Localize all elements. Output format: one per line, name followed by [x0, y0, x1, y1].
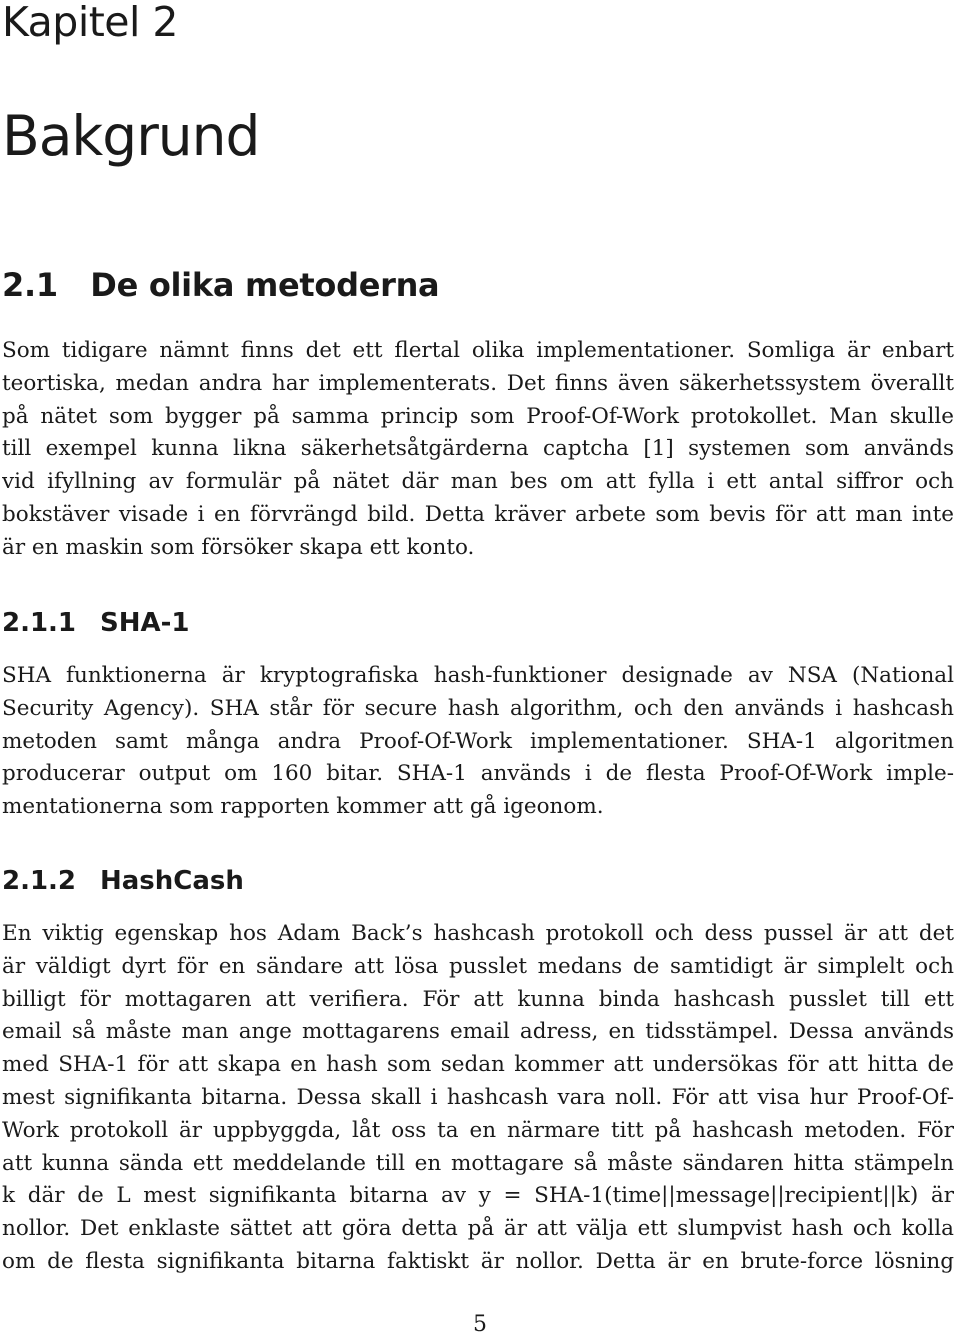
text-line: En viktig egenskap hos Adam Back’s hashcash protokoll och dess pussel är att det: [2, 921, 954, 946]
section-heading: 2.1 De olika metoderna: [2, 266, 440, 304]
text-line: Work protokoll är uppbyggda, låt oss ta en närmare titt på hashcash metoden. För: [2, 1117, 954, 1143]
text-line: om de flesta signifikanta bitarna faktiskt är nollor. Detta är en brute-force lösning: [2, 1248, 954, 1274]
text-line: nollor. Det enklaste sättet att göra detta på är att välja ett slumpvist hash och kolla: [2, 1216, 954, 1242]
text-line: SHA funktionerna är kryptografiska hash-funktioner designade av NSA (National: [2, 663, 954, 688]
subsection-title: SHA-1: [100, 608, 190, 638]
subsection-heading-hashcash: [2, 866, 244, 896]
text-line: producerar output om 160 bitar. SHA-1 används i de flesta Proof-Of-Work imple-: [2, 761, 954, 787]
text-line: teortiska, medan andra har implementerats. Det finns även säkerhetssystem överallt: [2, 370, 954, 396]
hashcash-paragraph: [2, 918, 954, 1279]
section-paragraph: [2, 335, 954, 565]
text-line: Som tidigare nämnt finns det ett flertal olika implementationer. Somliga är enbart: [2, 338, 954, 363]
subsection-heading-sha1: [2, 608, 190, 638]
text-line: metoden samt många andra Proof-Of-Work implementationer. SHA-1 algoritmen: [2, 728, 954, 754]
subsection-number: 2.1.2: [2, 866, 77, 896]
text-line: med SHA-1 för att skapa en hash som sedan kommer att undersökas för att hitta de: [2, 1052, 954, 1078]
text-line: billigt för mottagaren att verifiera. För att kunna binda hashcash pusslet till ett: [2, 986, 954, 1012]
text-line: på nätet som bygger på samma princip som Proof-Of-Work protokollet. Man skulle: [2, 403, 954, 429]
text-line: är en maskin som försöker skapa ett konto.: [2, 534, 475, 560]
text-line: k där de L mest signifikanta bitarna av y = SHA-1(time||message||recipient||k) är: [2, 1183, 954, 1209]
text-line: mentationerna som rapporten kommer att gå igeonom.: [2, 794, 604, 820]
text-line: vid ifyllning av formulär på nätet där man bes om att fylla i ett antal siffror och: [2, 469, 954, 495]
text-line: email så måste man ange mottagarens email adress, en tidsstämpel. Dessa används: [2, 1019, 954, 1045]
subsection-title: HashCash: [100, 866, 244, 896]
text-line: mest signifikanta bitarna. Dessa skall i hashcash vara noll. För att visa hur Proof-Of-: [2, 1084, 954, 1110]
subsection-number: 2.1.1: [2, 608, 77, 638]
page-number: 5: [473, 1312, 487, 1337]
sha1-paragraph: [2, 660, 954, 824]
text-line: bokstäver visade i en förvrängd bild. Detta kräver arbete som bevis för att man inte: [2, 501, 954, 527]
text-line: är väldigt dyrt för en sändare att lösa pusslet medans de samtidigt är simplelt och: [2, 953, 954, 979]
chapter-title: Bakgrund: [2, 104, 260, 168]
text-line: Security Agency). SHA står för secure hash algorithm, och den används i hashcash: [2, 695, 954, 721]
chapter-label: Kapitel 2: [2, 0, 179, 46]
text-line: till exempel kunna likna säkerhetsåtgärderna captcha [1] systemen som används: [2, 436, 954, 462]
text-line: att kunna sända ett meddelande till en mottagare så måste sändaren hitta stämpeln: [2, 1150, 954, 1176]
